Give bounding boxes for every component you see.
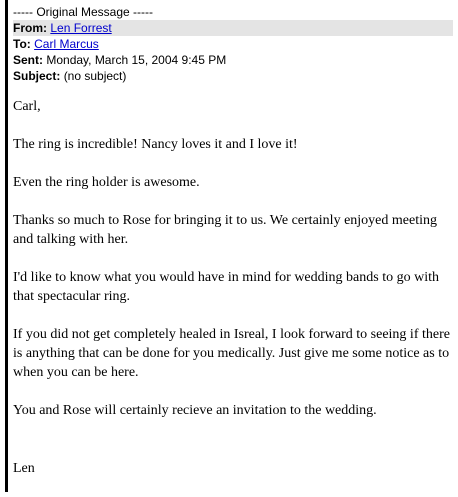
sent-row xyxy=(13,52,453,68)
quote-bar xyxy=(5,0,8,492)
subject-row xyxy=(13,68,453,84)
body-paragraph: The ring is incredible! Nancy loves it and I love it! xyxy=(13,137,298,152)
body-paragraph: You and Rose will certainly recieve an invitation to the wedding. xyxy=(13,403,377,418)
body-paragraph: Thanks so much to Rose for bringing it to us. We certainly enjoyed meeting and talking with her. xyxy=(13,213,437,247)
email-body xyxy=(13,97,453,478)
original-message-label: ----- Original Message ----- xyxy=(13,5,154,19)
body-paragraph: If you did not get completely healed in Isreal, I look forward to seeing if there is anything that can be done for you medically. Just give me some notice as to when you can be here. xyxy=(13,327,450,380)
body-paragraph: Even the ring holder is awesome. xyxy=(13,175,200,190)
to-link[interactable]: Carl Marcus xyxy=(34,37,99,51)
sent-label: Sent: xyxy=(13,53,43,67)
from-row xyxy=(13,20,453,36)
greeting: Carl, xyxy=(13,99,41,114)
to-label: To: xyxy=(13,37,31,51)
from-label: From: xyxy=(13,21,47,35)
signature: Len xyxy=(13,461,35,476)
subject-value: (no subject) xyxy=(63,69,127,83)
body-paragraph: I'd like to know what you would have in mind for wedding bands to go with that spectacular ring. xyxy=(13,270,439,304)
subject-label: Subject: xyxy=(13,69,61,83)
original-message-separator xyxy=(13,4,453,20)
sent-value: Monday, March 15, 2004 9:45 PM xyxy=(46,53,227,67)
email-message xyxy=(13,4,453,497)
from-link[interactable]: Len Forrest xyxy=(50,21,112,35)
email-header xyxy=(13,4,453,84)
to-row xyxy=(13,36,453,52)
